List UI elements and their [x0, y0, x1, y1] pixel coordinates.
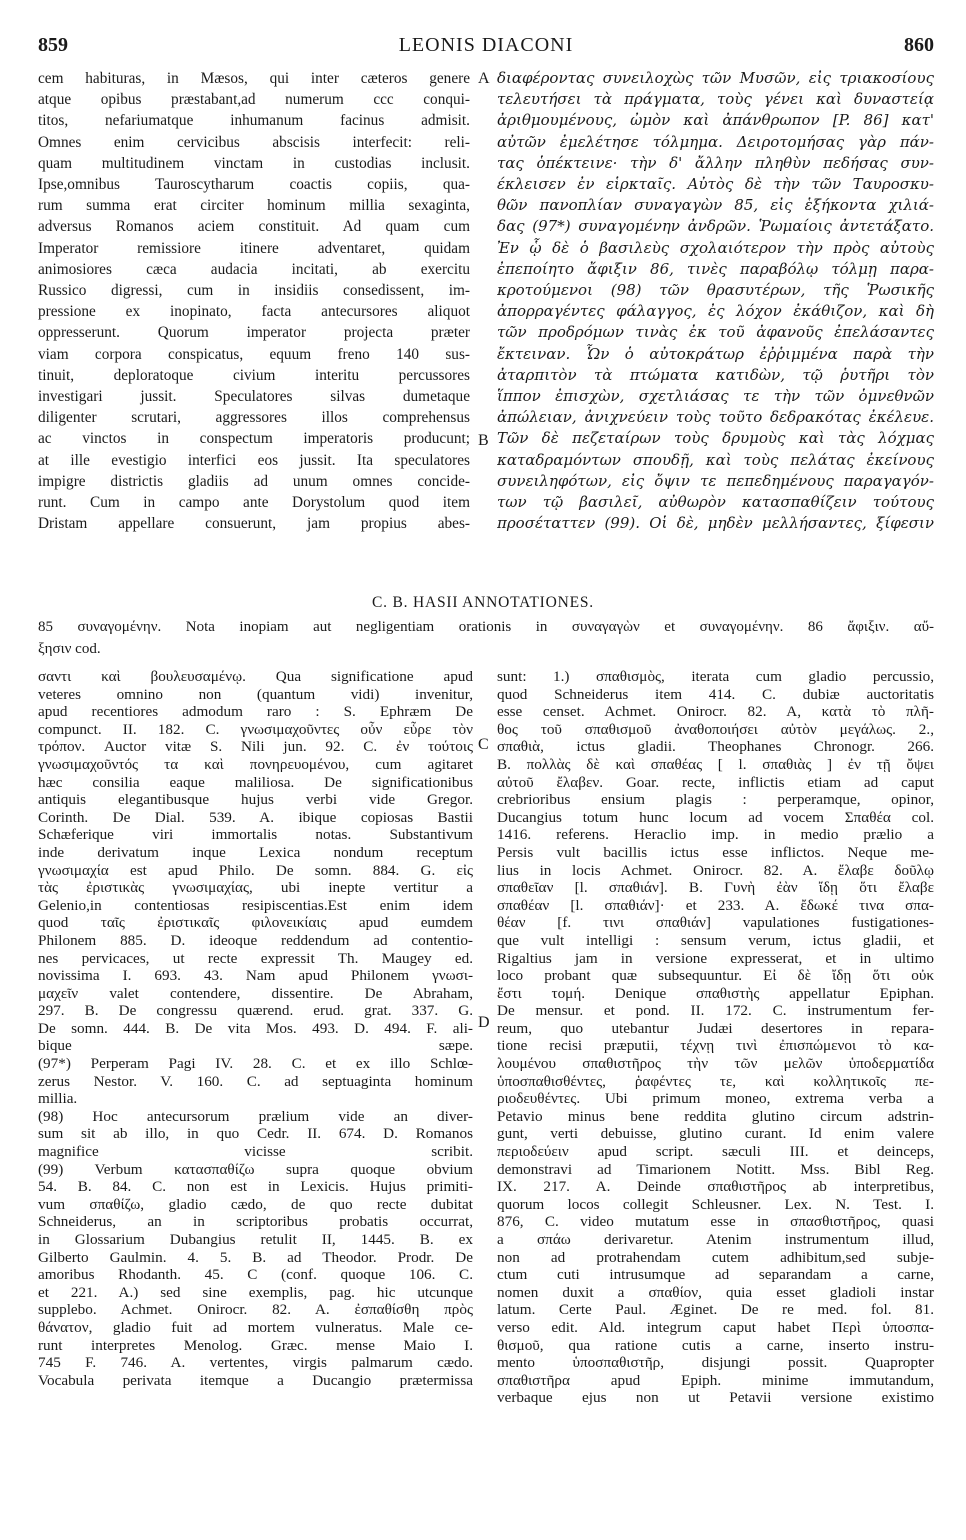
annotation-line: latum. Certe Paul. Æginet. De re med. fol. 81.: [497, 1301, 934, 1319]
annotation-line: mento ὑποσπαθιστῆρ, disjungi possit. Quapropter: [497, 1354, 934, 1372]
annotation-line: quod Schneiderus item 414. C. dubiæ auctoritatis: [497, 685, 934, 703]
annotation-line: Gelenio,in contentiosas resipiscentias.Est enim idem: [38, 896, 473, 914]
greek-line: τῶν προδρόμων τινὰς ἐκ τοῦ ἀφανοῦς ἐπελάσαντες: [497, 323, 934, 342]
annotation-line: Corinth. De Dial. 539. A. ibique copiosas Bastii: [38, 808, 473, 826]
greek-line: δας (97*) συναγομένην ἀνδρῶν. Ῥωμαίοις ἀντετάξατο.: [497, 217, 934, 236]
latin-line: diligenter scrutari, aggressores illos comprehensus: [38, 409, 470, 427]
annotation-line: inde derivatum inque Lexica nondum receptum: [38, 843, 473, 861]
annotation-line: ctum cuti intrusumque ad separandam a carne,: [497, 1266, 934, 1284]
latin-line: runt. Cum in campo ante Dorystolum quod item: [38, 494, 470, 512]
annotation-line: De somn. 444. B. De vita Mos. 493. D. 494. F. ali-: [38, 1019, 473, 1037]
annotation-line: τρόπον. Auctor vitæ S. Nili jun. 92. C. ἐν τούτοις: [38, 738, 473, 756]
annotation-line: 745 F. 746. A. vertentes, virgis palmarum cædo.: [38, 1354, 473, 1372]
annotation-line: De mensur. et pond. II. 172. C. instrumentum fer-: [497, 1002, 934, 1020]
annotations-left-column: [38, 668, 473, 1389]
annotation-line: apud recentiores admodum raro : S. Ephræm De: [38, 703, 473, 721]
annotation-line: antiquis elegantibusque hujus verbi vide Gregor.: [38, 791, 473, 809]
annotation-line: μαχεῖν valet contendere, dissentire. De Abraham,: [38, 984, 473, 1002]
footnote-line: ξησιν cod.: [38, 641, 101, 657]
annotation-line: sunt: 1.) σπαθισμὸς, iterata cum gladio percussio,: [497, 668, 934, 685]
annotation-line: vum σπαθίζω, gladio cædo, de quo recte dubitat: [38, 1195, 473, 1213]
greek-line: συνειληφότων, εἰς ὄψιν τε πεπεδημένους παραγαγόν-: [497, 471, 934, 490]
greek-line: Τῶν δὲ πεζεταίρων τοὺς δρυμοὺς καὶ τὰς λόχμας: [497, 429, 934, 448]
annotation-line: σπαθιὰ, ictus gladii. Theophanes Chronogr. 266.: [497, 738, 934, 756]
latin-line: quam multitudinem vinctam in custodias inclusit.: [38, 154, 470, 172]
greek-text-column: [497, 68, 934, 534]
annotation-line: zerus Nestor. V. 160. C. ad septuaginta hominum: [38, 1072, 473, 1090]
annotation-line: demonstravi ad Timarionem Notitt. Mss. Bibl Reg.: [497, 1160, 934, 1178]
annotation-line: τὰς ἐριστικὰς γνωσιμαχίας, ubi inepte vertitur a: [38, 879, 473, 897]
latin-line: cem habituras, in Mæsos, qui inter cæteros genere: [38, 70, 470, 87]
margin-marker-a: A: [478, 70, 490, 87]
latin-translation-column: [38, 68, 470, 534]
annotations-right-column: [497, 668, 934, 1407]
page-number-left: 859: [38, 34, 68, 56]
annotation-line: quod ταῖς ἐριστικαῖς φιλονεικίαις apud eumdem: [38, 914, 473, 932]
latin-line: Ipse,omnibus Tauroscytharum coactis copiis, qua-: [38, 176, 470, 194]
annotation-line: σαντι καὶ βουλευσαμένῳ. Qua significatione apud: [38, 668, 473, 685]
annotation-line: (99) Verbum κατασπαθίζω supra quoque obvium: [38, 1160, 473, 1178]
annotation-line: (98) Hoc antecursorum prælium vide an diver-: [38, 1107, 473, 1125]
annotation-line: θισμοῦ, qua ratione cutis a carne, inserto instru-: [497, 1336, 934, 1354]
margin-marker-c: C: [478, 736, 489, 753]
margin-marker-b: B: [478, 432, 489, 449]
annotation-line: Ducangius totum hunc locum ad vocem Σπαθέα col.: [497, 808, 934, 826]
annotation-line: lius in locis Achmet. Onirocr. 82. A. ἔλαβε δοῦλῳ: [497, 861, 934, 879]
greek-line: ἀπορραγέντες φάλαγγος, ἐς λόχον ἐκάθιζον, καὶ δὴ: [497, 302, 934, 321]
greek-line: προσέταττεν (99). Οἱ δὲ, μηδὲν μελλήσαντες, ξίφεσιν: [497, 514, 934, 533]
annotation-line: θάνατον, gladio fuit ad mortem vulneratus. Male ce-: [38, 1318, 473, 1336]
greek-line: ἵππον ἐπισχὼν, σχετλιάσας τε τὴν τῶν ὁμνεθνῶν: [497, 387, 934, 406]
annotation-line: ὑποσπαθισθέντες, ῥαφέντες τε, καὶ κολλητικοῖς πε-: [497, 1072, 934, 1090]
margin-marker-d: D: [478, 1014, 490, 1031]
annotation-line: λουμένου σπαθιστῆρος τὴν τῶν μελῶν ὑποδερματίδα: [497, 1055, 934, 1073]
annotation-line: tione recisi præputii, τέχνῃ τινὶ ἐπισπώμενοι τὸ κα-: [497, 1037, 934, 1055]
annotation-line: esse censet. Achmet. Onirocr. 82. A, κατὰ τὸ πλῆ-: [497, 703, 934, 721]
annotation-line: θέαν [f. τινι σπαθιάν] vapulationes fustigationes-: [497, 914, 934, 932]
annotation-line: IX. 217. A. Deinde σπαθιστῆρος ab interpretibus,: [497, 1178, 934, 1196]
greek-line: των τῷ βασιλεῖ, αὐθωρὸν κατασπαθίζειν τούτους: [497, 493, 934, 512]
annotation-line: non ad protrahendam cutem adhibitum,sed subje-: [497, 1248, 934, 1266]
annotation-line: Gilberto Gaulmin. 4. 5. B. ad Theodor. Prodr. De: [38, 1248, 473, 1266]
annotation-line: θος τοῦ σπαθισμοῦ ἀναθοποιήσει αὐτὸν μεγάλως. 2.,: [497, 720, 934, 738]
annotation-line: nes pervicaces, ut recte expressit Th. Maugey ed.: [38, 949, 473, 967]
latin-line: at ille evestigio interfici eos jussit. Ita speculatores: [38, 451, 470, 469]
greek-line: καταδραμόντων σπουδῇ, καὶ τοὺς πελάτας ἐκείνους: [497, 450, 934, 469]
annotation-line: crebrioribus ensium plagis : perperamque, opinor,: [497, 791, 934, 809]
annotation-line: magnifice vicisse scribit.: [38, 1143, 473, 1161]
greek-line: τελευτήσει τὰ πράγματα, τοὺς γένει καὶ δυναστείᾳ: [497, 90, 934, 109]
greek-line: ἀριθμουμένους, ὠμὸν καὶ ἀπάνθρωπον [P. 86] κατ': [497, 111, 934, 130]
greek-line: τας ὁπέκτεινε· τὴν δ' ἄλλην πληθὺν πεδήσας συν-: [497, 153, 934, 172]
latin-line: oppresserunt. Quorum imperator projecta præter: [38, 324, 470, 342]
annotation-line: hæc consilia eaque maliliosa. De significationibus: [38, 773, 473, 791]
annotation-line: verso edit. Ald. integrum caput habet Περὶ ὑποσπα-: [497, 1318, 934, 1336]
latin-line: viam corpora conspicatus, equum freno 140 sus-: [38, 345, 470, 363]
annotation-line: γνωσιμαχοῦντός τα καὶ πονηρευομένου, cum agitaret: [38, 755, 473, 773]
greek-line: ἀπώλειαν, ἀνιχνεύειν τοὺς τοῦτο δεδρακότας ἐκέλευε.: [497, 408, 934, 427]
latin-line: tinuit, deploratoque civium interitu percussores: [38, 366, 470, 384]
annotation-line: sum sit ab illo, in quo Cedr. II. 674. D. Romanos: [38, 1125, 473, 1143]
annotation-line: 54. B. 84. C. non est in Lexicis. Hujus primiti-: [38, 1178, 473, 1196]
annotation-line: Petavio minus bene reddita glutino circum adstrin-: [497, 1107, 934, 1125]
annotation-line: 876, C. video mutatum esse in σπασθιστῆρος, quasi: [497, 1213, 934, 1231]
annotation-line: veteres omnino non (quantum vidi) invenitur,: [38, 685, 473, 703]
annotation-line: σπαθεῖαν [l. σπαθιάν]. B. Γυνὴ ἐὰν ἴδῃ ὅτι ἔλαβε: [497, 879, 934, 897]
greek-line: ἀταρπιτὸν τὰ πτώματα κατιδὼν, τῷ ῥυτῆρι τὸν: [497, 365, 934, 384]
annotation-line: runt interpretes Menolog. Græc. mense Maio I.: [38, 1336, 473, 1354]
annotation-line: Vocabula perivata itemque a Ducangio prætermissa: [38, 1371, 473, 1389]
annotation-line: Persis vult bacillis ictus esse inflictos. Neque me-: [497, 843, 934, 861]
latin-line: ac vinctos in conspectum imperatoris producunt;: [38, 430, 470, 448]
latin-line: impigre districtis gladiis ad unum omnes concide-: [38, 472, 470, 490]
page-header: [38, 34, 934, 62]
latin-line: animosiores cæca audacia incitati, ab exercitu: [38, 260, 470, 278]
annotation-line: quorum locos collegit Schleusner. Lex. N. Test. I.: [497, 1195, 934, 1213]
annotation-line: σπαθέαν [l. σπαθιάν]· et 233. A. ἔδωκέ τινα σπα-: [497, 896, 934, 914]
annotation-line: nomen duxit a σπαθίον, quia esset gladioli instar: [497, 1283, 934, 1301]
annotation-line: supplebo. Achmet. Onirocr. 82. A. ἐσπαθίσθη πρὸς: [38, 1301, 473, 1319]
annotation-line: millia.: [38, 1090, 78, 1108]
annotation-line: Schæferique viri immortalis notas. Substantivum: [38, 826, 473, 844]
annotation-line: ριοδευθέντες. Ubi primum moneo, extrema verba a: [497, 1090, 934, 1108]
annotation-line: αὐτοῦ ἔλαβεν. Goar. recte, inflictis etiam ad caput: [497, 773, 934, 791]
annotation-line: γνωσιμαχία est apud Philo. De somn. 884. G. εἰς: [38, 861, 473, 879]
annotation-line: Schneiderus, an in scriptoribus probatis occurrat,: [38, 1213, 473, 1231]
latin-line: Imperator remissiore itinere adventaret, quidam: [38, 239, 470, 257]
greek-line: Ἐν ᾧ δὲ ὁ βασιλεὺς σχολαιότερον τὴν πρὸς αὐτοὺς: [497, 238, 934, 257]
latin-line: pressione ex inopinato, facta antecursores aliquot: [38, 303, 470, 321]
greek-line: διαφέροντας συνειλοχὼς τῶν Μυσῶν, εἰς τριακοσίους: [497, 69, 934, 87]
annotation-line: verbaque ejus non ut Petavii versione existimo: [497, 1389, 934, 1407]
footnote-line: 85 συναγομένην. Nota inopiam aut negligentiam orationis in συναγαγὼν et συναγομένην. 86 ἄφιξιν. αὔ-: [38, 619, 934, 635]
latin-line: Russico digressi, cum in insidiis consedissent, im-: [38, 282, 470, 300]
running-title: LEONIS DIACONI: [398, 34, 574, 56]
annotation-line: que vult intelligi : sensum verum, ictus gladii, et: [497, 931, 934, 949]
greek-line: αὐτῶν ἐμελέτησε τόλμημα. Δειροτομήσας γὰρ πάν-: [497, 132, 934, 151]
annotation-line: novissima I. 693. 43. Nam apud Philonem γνωσι-: [38, 967, 473, 985]
annotation-line: 1416. referens. Heraclio imp. in medio prælio a: [497, 826, 934, 844]
annotation-line: bique sæpe.: [38, 1037, 473, 1055]
latin-line: titos, nefariumatque inhumanum facinus admisit.: [38, 112, 470, 130]
annotation-line: amoribus Rhodanth. 45. C (conf. quoque 106. C.: [38, 1266, 473, 1284]
annotation-line: 297. B. De congressu quærend. erud. grat. 337. G.: [38, 1002, 473, 1020]
greek-line: ἐπεποίητο ἄφιξιν 86, τινὲς παραβόλῳ τόλμῃ παρα-: [497, 259, 934, 278]
annotation-line: gunt, verti debuisse, glutino curant. Id enim valere: [497, 1125, 934, 1143]
latin-line: Omnes enim cervicibus abscisis interfecit: reli-: [38, 133, 470, 151]
annotations-heading: C. B. HASII ANNOTATIONES.: [372, 594, 594, 611]
latin-line: Dristam appellare consuerunt, jam propius abes-: [38, 515, 470, 533]
annotation-line: loco probant quæ subsequuntur. Εἰ δὲ ἴδῃ ὅτι οὐκ: [497, 967, 934, 985]
greek-line: ἔκτειναν. Ὧν ὁ αὐτοκράτωρ ἐῤῥιμμένα παρὰ τὴν: [497, 344, 934, 363]
page-number-right: 860: [904, 34, 934, 56]
latin-line: atque opibus præstabant,ad numerum ccc conqui-: [38, 91, 470, 109]
latin-line: adversus Romanos aciem constituit. Ad quam cum: [38, 218, 470, 236]
annotation-line: σπαθιστῆρα apud Epiph. minime immutandum,: [497, 1371, 934, 1389]
annotation-line: reum, quo utebantur Judæi desertores in repara-: [497, 1019, 934, 1037]
latin-line: rum summa erat circiter hominum millia sexaginta,: [38, 197, 470, 215]
greek-line: θῶν πανοπλίαν συναγαγὼν 85, εἰς ἑξήκοντα χιλιά-: [497, 196, 934, 215]
annotation-line: B. πολλὰς δὲ καὶ σπαθέας [ l. σπαθιὰς ] ἐν τῇ ὄψει: [497, 755, 934, 773]
greek-line: κροτούμενοι (98) τῶν θρασυτέρων, τῆς Ῥωσικῆς: [497, 281, 934, 300]
annotation-line: et 221. A.) sed sine exemplis, pag. hic utcunque: [38, 1283, 473, 1301]
footnotes: [38, 616, 934, 660]
greek-line: έκλεισεν ἐν εἱρκταῖς. Αὐτὸς δὲ τὴν τῶν Ταυροσκυ-: [497, 175, 934, 194]
annotation-line: in Glossarium Dubangius retulit II, 1445. B. ex: [38, 1231, 473, 1248]
annotation-line: περιοδεύειν apud script. sæculi III. et deinceps,: [497, 1143, 934, 1161]
annotation-line: (97*) Perperam Pagi IV. 28. C. et ex illo Schlœ-: [38, 1055, 473, 1073]
latin-line: investigari jussit. Speculatores silvas dumetaque: [38, 388, 470, 406]
annotation-line: a σπάω derivaretur. Atenim instrumentum illud,: [497, 1231, 934, 1248]
annotation-line: Philonem 885. D. ideoque reddendum ad contentio-: [38, 931, 473, 949]
annotation-line: ἔστι τομή. Denique σπαθιστὴς appellatur Epiphan.: [497, 984, 934, 1002]
annotation-line: Rigaltius jam in versione expresserat, et in ultimo: [497, 949, 934, 967]
annotation-line: compunct. II. 182. C. γνωσιμαχοῦντες οὖν εὗρε τὸν: [38, 720, 473, 738]
